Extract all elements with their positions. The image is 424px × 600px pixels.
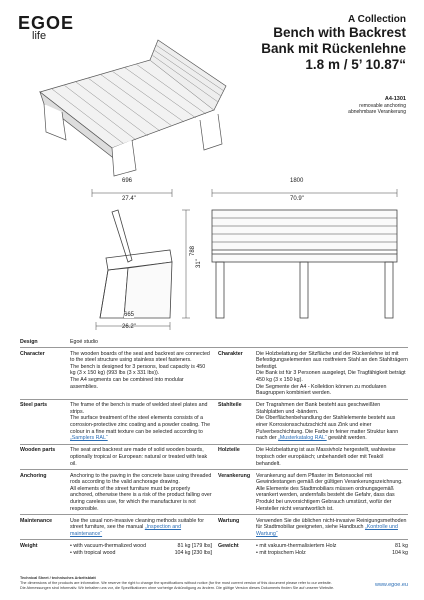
weight-label-en: • with vacuum-thermalized wood: [70, 542, 147, 549]
table-row: [20, 469, 408, 514]
row-de-text: Die Holzbelattung ist aus Massivholz hergestellt, wahlweise tropisch oder europäisch; unbehandelt oder mit Teaköl behandelt.: [256, 447, 396, 467]
row-label: Maintenance: [20, 517, 53, 524]
row-text-de: [256, 518, 408, 538]
footer: [20, 576, 408, 590]
row-text-en: [70, 473, 218, 513]
weight-label-de: • mit tropischem Holz: [256, 549, 306, 556]
title-en: Bench with Backrest: [273, 25, 406, 40]
front-dimension-lines: [212, 189, 397, 197]
row-text-en: [70, 339, 218, 346]
row-label-de: Charakter: [218, 350, 243, 357]
row-de-text: Verankerung auf dem Pflaster im Betonsockel mit Gewindestangen gemäß der gültigen Verankerungszeichnung. Alle Elemente des Stadtmobiliars müssen ordnungsgemäß verankert werden, andernfalls besteht die Gefahr, dass das Produkt bei unvorsichtigem Gebrauch umstürzt, wofür der Hersteller nicht verantwortlich ist.: [256, 472, 403, 512]
row-en-link[interactable]: „Inspection and maintenance“: [70, 524, 182, 537]
table-row: [20, 514, 408, 539]
row-de-text: Die Holzbelattung der Sitzfläche und der Rückenlehne ist mit Befestigungselementen aus rostfreiem Stahl an den Stahlträgern befestigt. Die Bank ist für 3 Personen ausgelegt, Die Tragfähigkeit beträgt 450 kg (3 x 150 kg). Die Segmente der A4 - Kollektion können zu modularen Baugruppen kombiniert werden.: [256, 350, 408, 397]
row-de-link[interactable]: „Musterkatalog RAL“: [278, 435, 327, 442]
weight-value-de: 81 kg: [395, 542, 408, 549]
row-en-text: The seat and backrest are made of solid wooden boards, optionally tropical or European: natural or treated with teak oil.: [70, 447, 208, 467]
row-text-de: [256, 543, 408, 556]
row-text-en: [70, 518, 218, 538]
row-label-de: Gewicht: [218, 542, 239, 549]
weight-entry-de: [256, 550, 408, 557]
row-en-text: Use the usual non-invasive cleaning methods suitable for street furniture, see the manual: [70, 517, 204, 531]
row-en-text: Egoé studio: [70, 338, 98, 345]
row-en-link[interactable]: „Samplers RAL“: [70, 435, 108, 442]
row-label-de: Stahlteile: [218, 402, 242, 409]
bench-side-view: [100, 210, 172, 318]
weight-entry-de: [256, 543, 408, 550]
row-text-de: [256, 447, 408, 467]
weight-entry-en: [70, 550, 212, 557]
article-code: A4-1301: [384, 96, 406, 102]
bench-perspective-illustration: [40, 40, 226, 176]
footer-de: Die Abmessungen sind informativ. Wir behalten uns vor, die Spezifikationen ohne vorherige Ankündigung zu ändern. Die gültige Version dieses Dokuments finden Sie auf unserer Website.: [20, 585, 335, 590]
row-text-de: [256, 351, 408, 397]
table-row: [20, 336, 408, 347]
row-text-de: [256, 473, 408, 513]
article-line2: abnehmbare Verankerung: [348, 109, 406, 115]
row-label: Anchoring: [20, 472, 47, 479]
row-label-de: Verankerung: [218, 472, 251, 479]
row-text-de: [256, 339, 408, 346]
brand-name: EGOE: [18, 13, 75, 33]
website-link[interactable]: www.egoe.eu: [374, 582, 408, 588]
article-line1: removable anchoring: [359, 102, 406, 109]
row-de-link[interactable]: „Kontrolle und Wartung“: [256, 524, 398, 537]
table-row: [20, 539, 408, 558]
footer-title: Technical Sheet / technisches Arbeitsblatt: [20, 576, 96, 580]
collection-title: A Collection: [348, 14, 406, 25]
row-de-tail: gewählt werden.: [328, 435, 367, 442]
weight-value-en: 81 kg [179 lbs]: [177, 542, 212, 549]
row-label: Weight: [20, 542, 38, 549]
row-label: Steel parts: [20, 402, 48, 409]
dim-depth-mm: 696: [122, 178, 133, 184]
row-label: Design: [20, 338, 38, 345]
footer-en: The dimensions of the products are informative. We reserve the right to change the specifications without notice (for the most current version of this document please refer to our website.: [20, 580, 332, 585]
weight-label-de: • mit vakuum-thermalisiertem Holz: [256, 542, 337, 549]
dim-height-mm: 788: [190, 245, 196, 256]
title-de: Bank mit Rückenlehne: [261, 41, 406, 56]
row-en-text: The wooden boards of the seat and backrest are connected to the steel structure using stainless steel fasteners. The bench is designed for 3 persons, load capacity is 450 kg (3 x 150 kg) (993 lbs (3 x 331 lbs)). The A4 segments can be combined into modular assemblies.: [70, 350, 210, 390]
dim-length-in: 70.9": [290, 196, 304, 202]
weight-value-de: 104 kg: [392, 549, 408, 556]
dim-height-in: 31": [196, 259, 202, 268]
row-label: Character: [20, 350, 45, 357]
row-en-text: The frame of the bench is made of welded steel plates and strips. The surface treatment of the steel elements consists of a corrosion-protective zinc coating and a powder coating. The colour in a fine matt texture can be selected according to: [70, 402, 211, 435]
spec-table: [20, 336, 408, 558]
row-de-text: Verwenden Sie die üblichen nicht-invasive Reinigungsmethoden für Stadtmobiliar geeigneten, siehe Handbuch: [256, 517, 407, 531]
row-text-en: [70, 543, 218, 556]
row-en-text: Anchoring to the paving in the concrete base using threaded rods according to the valid anchorage drawing. All elements of the street furniture must be properly anchored, otherwise there is a risk of the product falling over during careless use, for which the manufacturer is not responsible.: [70, 472, 212, 512]
table-row: [20, 444, 408, 469]
title-size: 1.8 m / 5’ 10.87“: [305, 57, 406, 72]
row-de-text: Der Tragrahmen der Bank besteht aus geschweißten Stahlplatten und -bändern. Die Oberflächenbehandlung der Stahlelemente besteht aus einer Korrosionsschutzschicht aus Zink und einer Pulverbeschichtung. Die Farbe in feiner matter Struktur kann nach der: [256, 402, 399, 442]
table-row: [20, 399, 408, 444]
weight-entry-en: [70, 543, 212, 550]
row-label: Wooden parts: [20, 447, 56, 454]
row-text-en: [70, 447, 218, 467]
row-text-en: [70, 351, 218, 397]
row-label-de: [218, 339, 256, 346]
dim-base-in: 26.2": [122, 324, 136, 330]
bench-front-view: [212, 210, 397, 318]
row-text-de: [256, 402, 408, 442]
table-row: [20, 347, 408, 399]
row-label-de: Wartung: [218, 517, 240, 524]
row-text-en: [70, 402, 218, 442]
weight-label-en: • with tropical wood: [70, 549, 116, 556]
dim-base-mm: 665: [124, 312, 135, 318]
brand-sub: life: [32, 30, 47, 42]
weight-value-en: 104 kg [230 lbs]: [174, 549, 212, 556]
row-label-de: Holzteile: [218, 447, 240, 454]
dim-length-mm: 1800: [290, 178, 304, 184]
dim-depth-in: 27.4": [122, 196, 136, 202]
